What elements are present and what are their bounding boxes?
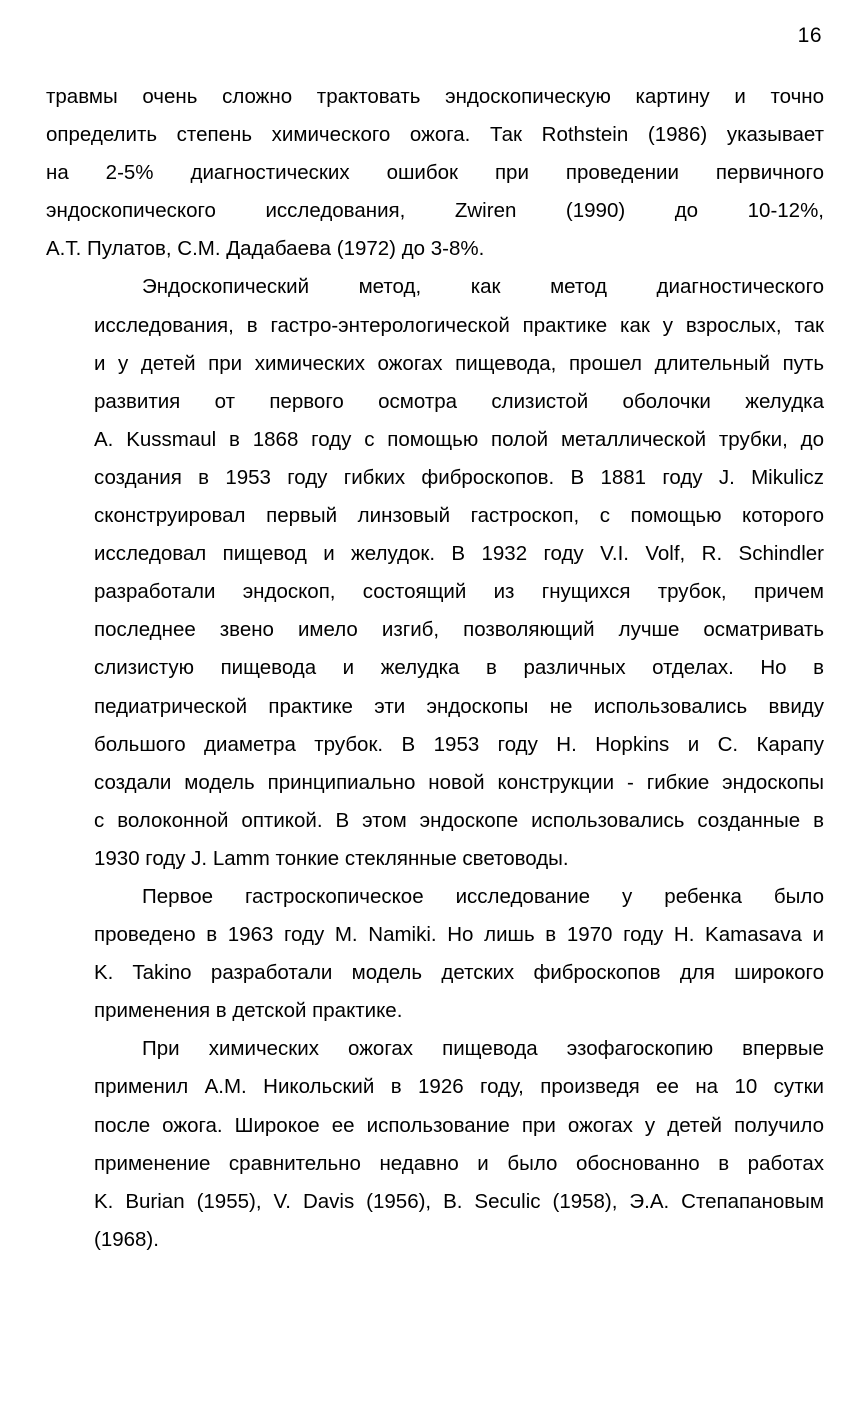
body-text — [46, 78, 824, 1259]
paragraph-line: после ожога. Широкое ее использование при ожогах у детей получило — [94, 1113, 824, 1137]
paragraph-2 — [46, 268, 824, 878]
paragraph-line: При химических ожогах пищевода эзофагоскопию впервые — [142, 1037, 824, 1061]
paragraph-line: эндоскопического исследования, Zwiren (1990) до 10-12%, — [46, 199, 824, 223]
paragraph-line: A. Kussmaul в 1868 году с помощью полой металлической трубки, до — [94, 427, 824, 451]
paragraph-line: применение сравнительно недавно и было обоснованно в работах — [94, 1151, 824, 1175]
paragraph-line: исследования, в гастро-энтерологической практике как у взрослых, так — [94, 313, 824, 337]
paragraph-line: педиатрической практике эти эндоскопы не использовались ввиду — [94, 694, 824, 718]
paragraph-line: травмы очень сложно трактовать эндоскопическую картину и точно — [46, 85, 824, 108]
paragraph-line: разработали эндоскоп, состоящий из гнущихся трубок, причем — [94, 580, 824, 604]
page-number: 16 — [797, 24, 822, 47]
paragraph-line: на 2-5% диагностических ошибок при проведении первичного — [46, 161, 824, 185]
paragraph-line: (1968). — [94, 1227, 159, 1251]
paragraph-line: Эндоскопический метод, как метод диагностического — [142, 275, 824, 299]
paragraph-line: слизистую пищевода и желудка в различных отделах. Но в — [94, 656, 824, 680]
paragraph-line: создали модель принципиально новой конструкции - гибкие эндоскопы — [94, 770, 824, 794]
paragraph-line: сконструировал первый линзовый гастроскоп, с помощью которого — [94, 504, 824, 528]
paragraph-line: исследовал пищевод и желудок. В 1932 году V.I. Volf, R. Schindler — [94, 542, 824, 566]
paragraph-line: применил А.М. Никольский в 1926 году, произведя ее на 10 сутки — [94, 1075, 824, 1099]
paragraph-line: большого диаметра трубок. В 1953 году H. Hopkins и C. Карапу — [94, 732, 824, 756]
paragraph-line: определить степень химического ожога. Так Rothstein (1986) указывает — [46, 123, 824, 147]
paragraph-line: создания в 1953 году гибких фиброскопов. В 1881 году J. Mikulicz — [94, 465, 824, 489]
paragraph-line: проведено в 1963 году M. Namiki. Но лишь в 1970 году H. Kamasava и — [94, 923, 824, 947]
paragraph-line: применения в детской практике. — [94, 999, 403, 1023]
paragraph-line: последнее звено имело изгиб, позволяющий лучше осматривать — [94, 618, 824, 642]
paragraph-3 — [46, 878, 824, 1030]
paragraph-line: А.Т. Пулатов, С.М. Дадабаева (1972) до 3-8%. — [46, 237, 485, 261]
paragraph-line: развития от первого осмотра слизистой оболочки желудка — [94, 389, 824, 413]
paragraph-4 — [46, 1030, 824, 1259]
paragraph-line: K. Takino разработали модель детских фиброскопов для широкого — [94, 961, 824, 985]
paragraph-line: Первое гастроскопическое исследование у ребенка было — [142, 884, 824, 908]
paragraph-line: 1930 году J. Lamm тонкие стеклянные световоды. — [94, 846, 569, 870]
paragraph-line: и у детей при химических ожогах пищевода, прошел длительный путь — [94, 351, 824, 375]
paragraph-line: с волоконной оптикой. В этом эндоскопе использовались созданные в — [94, 808, 824, 832]
paragraph-line: K. Burian (1955), V. Davis (1956), B. Seculic (1958), Э.А. Степапановым — [94, 1189, 824, 1213]
paragraph-1 — [46, 78, 824, 268]
